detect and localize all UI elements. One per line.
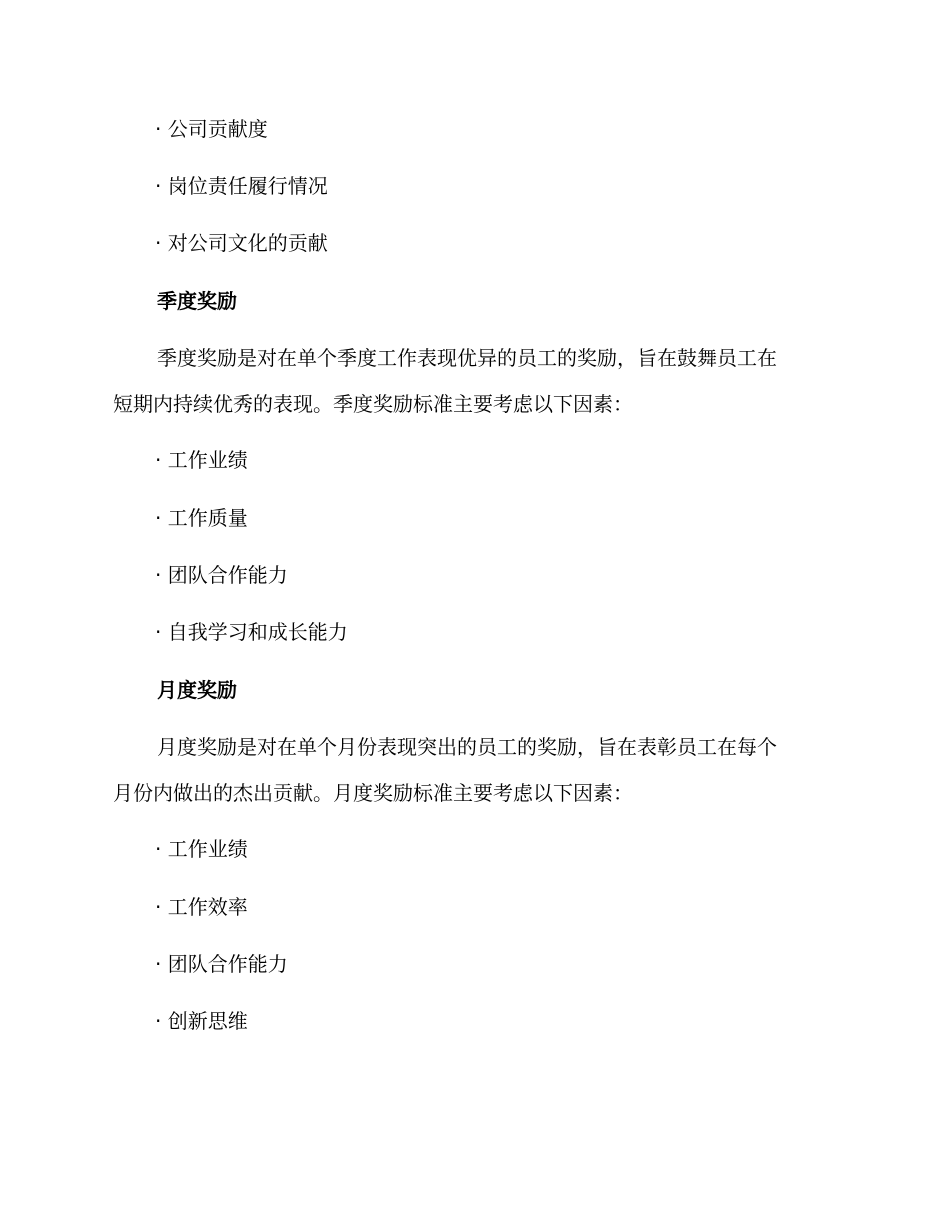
list-item: · 岗位责任履行情况 [155,174,328,198]
paragraph-line: 月度奖励是对在单个月份表现突出的员工的奖励，旨在表彰员工在每个 [157,735,777,759]
list-item: · 团队合作能力 [155,563,288,587]
list-item: · 工作业绩 [155,837,248,861]
paragraph-monthly [113,737,833,829]
section-heading-monthly: 月度奖励 [157,678,237,702]
paragraph-line: 月份内做出的杰出贡献。月度奖励标准主要考虑以下因素： [113,781,633,805]
list-item: · 工作效率 [155,895,248,919]
list-item: · 公司贡献度 [155,117,268,141]
list-item: · 创新思维 [155,1009,248,1033]
paragraph-quarterly [113,348,833,440]
list-item: · 工作质量 [155,506,248,530]
paragraph-line: 短期内持续优秀的表现。季度奖励标准主要考虑以下因素： [113,392,633,416]
list-item: · 团队合作能力 [155,952,288,976]
list-item: · 自我学习和成长能力 [155,620,348,644]
list-item: · 对公司文化的贡献 [155,231,328,255]
list-item: · 工作业绩 [155,448,248,472]
section-heading-quarterly: 季度奖励 [157,289,237,313]
paragraph-line: 季度奖励是对在单个季度工作表现优异的员工的奖励，旨在鼓舞员工在 [157,346,777,370]
